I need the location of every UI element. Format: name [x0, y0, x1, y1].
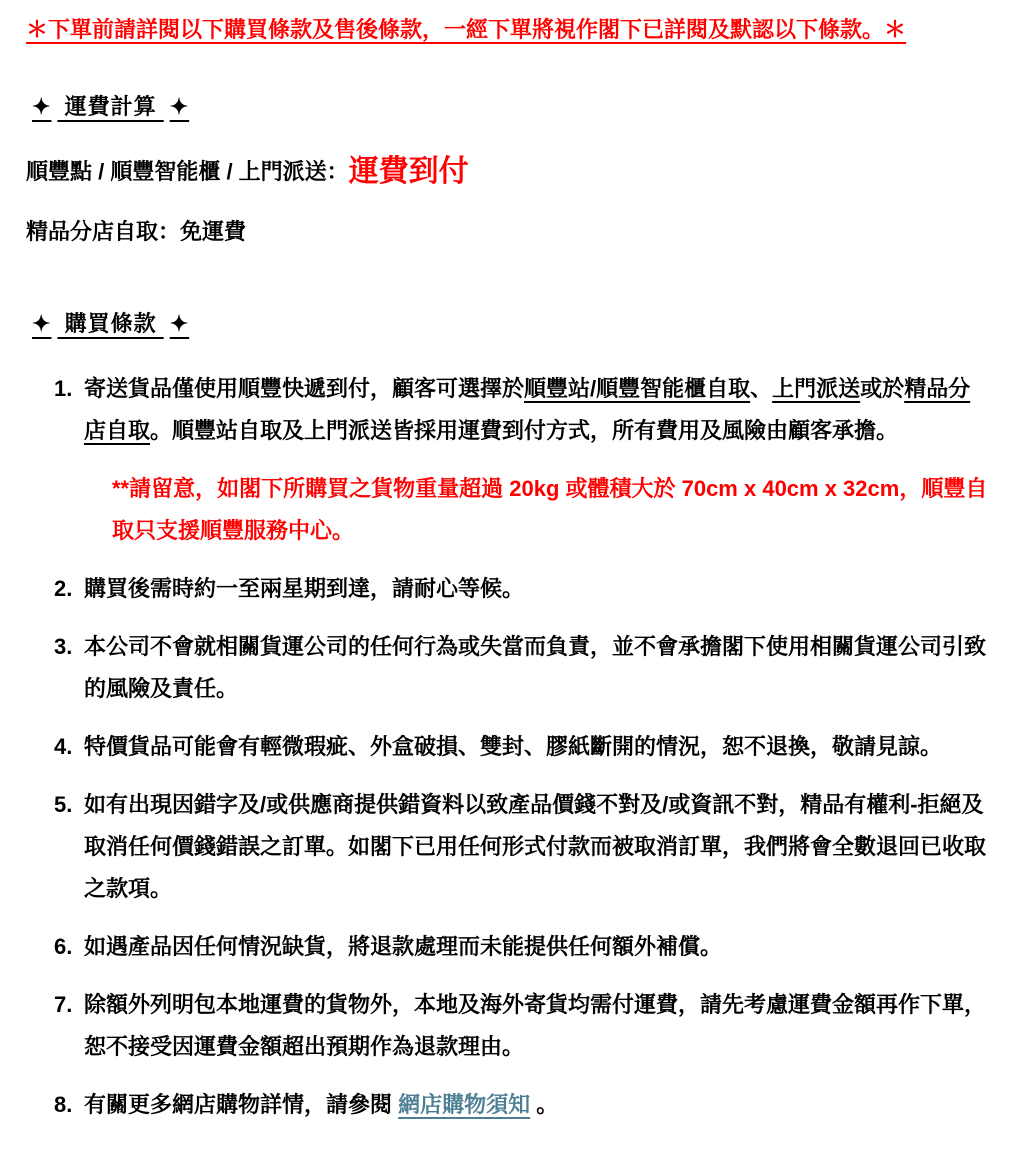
shipping-fee-heading-label: 運費計算	[64, 93, 157, 119]
term-text: 如遇產品因任何情況缺貨，將退款處理而未能提供任何額外補償。	[84, 934, 723, 960]
four-pointed-star-icon: ✦	[32, 311, 52, 337]
term-number: 8.	[54, 1092, 73, 1118]
term-text: 本公司不會就相關貨運公司的任何行為或失當而負責，並不會承擔閣下使用相關貨運公司引致的風險及責任。	[84, 634, 987, 702]
terms-list	[26, 368, 988, 1126]
pre-order-notice	[26, 16, 988, 44]
term-text: 購買後需時約一至兩星期到達，請耐心等候。	[84, 576, 525, 602]
sf-delivery-label: 順豐點 / 順豐智能櫃 / 上門派送：	[26, 158, 349, 184]
term-item-1	[54, 368, 988, 452]
term-item-4	[54, 726, 988, 768]
term-number: 1.	[54, 376, 73, 402]
four-pointed-star-icon: ✦	[32, 93, 52, 119]
term-number: 3.	[54, 634, 73, 660]
term-text: 如有出現因錯字及/或供應商提供錯資料以致產品價錢不對及/或資訊不對，精品有權利-拒絕及取消任何價錢錯誤之訂單。如閣下已用任何形式付款而被取消訂單，我們將會全數退回已收取之款項。	[84, 792, 987, 902]
term-item-2	[54, 568, 988, 610]
store-pickup-label: 精品分店自取：	[26, 218, 181, 244]
purchase-terms-heading	[26, 307, 988, 338]
term-number: 5.	[54, 792, 73, 818]
four-pointed-star-icon: ✦	[169, 93, 190, 119]
term-text: 有關更多網店購物詳情，請參閱 網店購物須知 。	[84, 1092, 559, 1118]
underlined-phrase-store-pickup: 精品分店自取	[84, 376, 971, 444]
term-number: 6.	[54, 934, 73, 960]
term-item-8	[54, 1084, 988, 1126]
shipping-fee-heading	[26, 90, 988, 121]
term-item-6	[54, 926, 988, 968]
underlined-phrase-sf-station-pickup: 順豐站/順豐智能櫃自取	[524, 376, 751, 402]
term-item-7	[54, 984, 988, 1068]
term-item-5	[54, 784, 988, 910]
four-pointed-star-icon: ✦	[169, 311, 190, 337]
store-pickup-line	[26, 217, 988, 248]
pre-order-notice-text: ＊下單前請詳閱以下購買條款及售後條款，一經下單將視作閣下已詳閱及默認以下條款。＊	[26, 17, 907, 42]
store-pickup-value: 免運費	[180, 218, 247, 244]
term-item-3	[54, 626, 988, 710]
weight-limit-note: **請留意，如閣下所購買之貨物重量超過 20kg 或體積大於 70cm x 40cm x 32cm，順豐自取只支援順豐服務中心。	[112, 476, 988, 544]
shop-guide-link[interactable]: 網店購物須知	[398, 1092, 531, 1118]
underlined-phrase-door-delivery: 上門派送	[772, 376, 861, 402]
term-number: 2.	[54, 576, 73, 602]
term-number: 4.	[54, 734, 73, 760]
freight-collect-value: 運費到付	[348, 154, 469, 188]
sf-delivery-line	[26, 151, 988, 193]
purchase-terms-heading-label: 購買條款	[64, 311, 157, 337]
term-text: 除額外列明包本地運費的貨物外，本地及海外寄貨均需付運費，請先考慮運費金額再作下單，恕不接受因運費金額超出預期作為退款理由。	[84, 992, 987, 1060]
term-text: 寄送貨品僅使用順豐快遞到付，顧客可選擇於順豐站/順豐智能櫃自取、上門派送或於精品分店自取。順豐站自取及上門派送皆採用運費到付方式，所有費用及風險由顧客承擔。	[84, 376, 971, 444]
term-number: 7.	[54, 992, 73, 1018]
term-text: 特價貨品可能會有輕微瑕疵、外盒破損、雙封、膠紙斷開的情況，恕不退換，敬請見諒。	[84, 734, 943, 760]
